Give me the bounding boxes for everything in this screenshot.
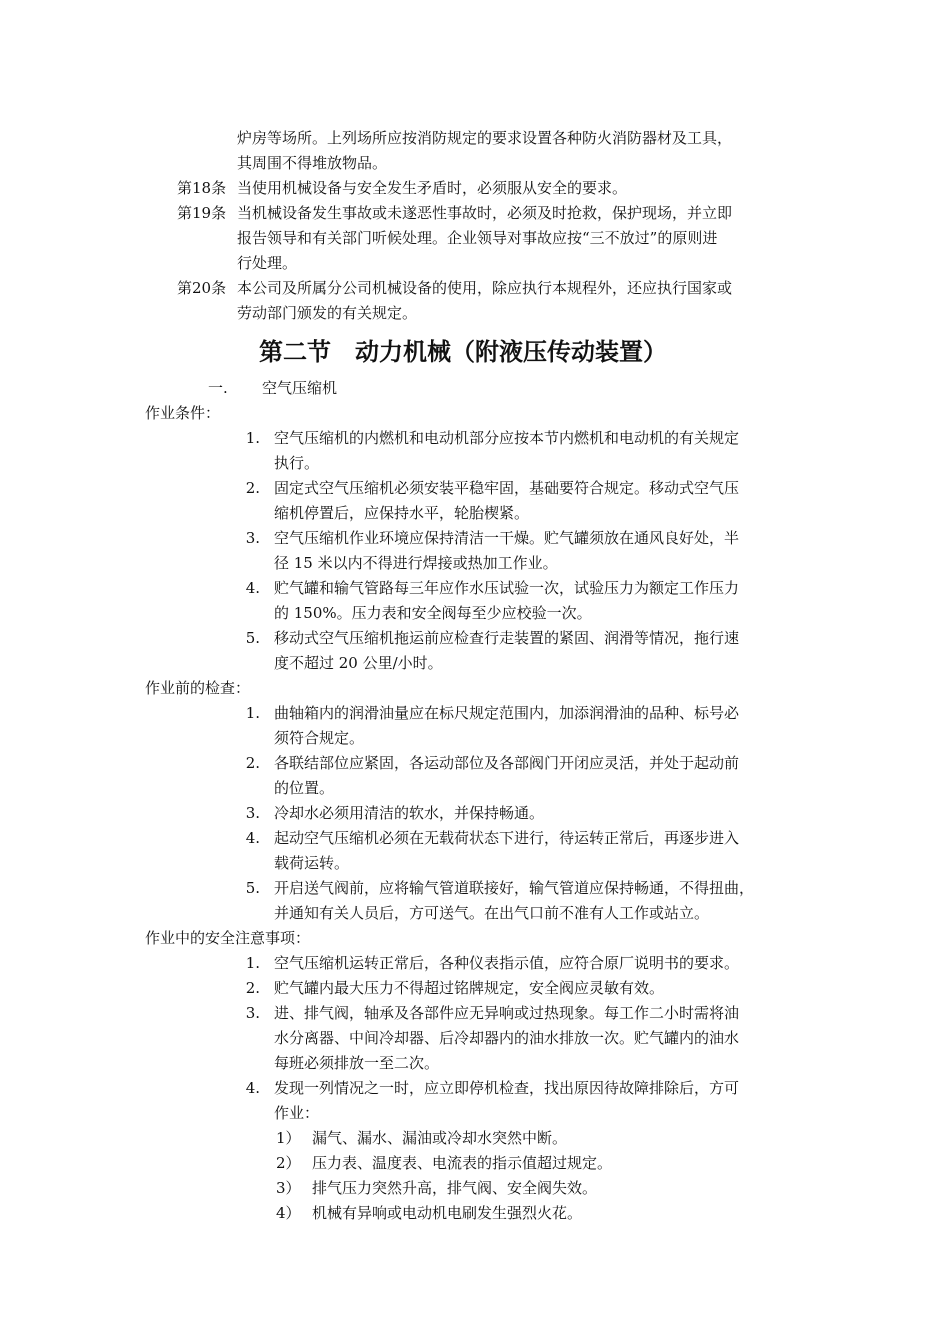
item-number: 5. bbox=[245, 879, 260, 897]
article-text: 当机械设备发生事故或未遂恶性事故时，必须及时抢救，保护现场，并立即 bbox=[237, 204, 733, 222]
item-text: 缩机停置后，应保持水平，轮胎楔紧。 bbox=[274, 504, 530, 522]
item-number: 1. bbox=[245, 704, 260, 722]
item-text: 每班必须排放一至二次。 bbox=[274, 1054, 440, 1072]
item-text: 空气压缩机作业环境应保持清洁一干燥。贮气罐须放在通风良好处，半 bbox=[274, 529, 740, 547]
group-heading: 作业条件： bbox=[145, 404, 221, 422]
article-text: 劳动部门颁发的有关规定。 bbox=[237, 304, 418, 322]
article-label: 第18条 bbox=[177, 179, 227, 197]
section-title: 第二节 动力机械（附液压传动装置） bbox=[259, 338, 667, 366]
item-text: 开启送气阀前，应将输气管道联接好，输气管道应保持畅通，不得扭曲， bbox=[274, 879, 755, 897]
item-number: 2. bbox=[245, 754, 260, 772]
item-number: 2. bbox=[245, 979, 260, 997]
subsection-number: 一. bbox=[208, 379, 228, 397]
item-text: 空气压缩机运转正常后，各种仪表指示值，应符合原厂说明书的要求。 bbox=[274, 954, 740, 972]
subitem-number: 2） bbox=[276, 1154, 301, 1172]
subitem-text: 排气压力突然升高，排气阀、安全阀失效。 bbox=[312, 1179, 598, 1197]
item-text: 贮气罐和输气管路每三年应作水压试验一次，试验压力为额定工作压力 bbox=[274, 579, 740, 597]
item-number: 2. bbox=[245, 479, 260, 497]
intro-line: 其周围不得堆放物品。 bbox=[237, 154, 388, 172]
item-text: 作业： bbox=[274, 1104, 320, 1122]
item-text: 径 15 米以内不得进行焊接或热加工作业。 bbox=[274, 554, 558, 572]
item-text: 空气压缩机的内燃机和电动机部分应按本节内燃机和电动机的有关规定 bbox=[274, 429, 740, 447]
item-text: 的 150%。压力表和安全阀每至少应校验一次。 bbox=[274, 604, 592, 622]
item-text: 曲轴箱内的润滑油量应在标尺规定范围内，加添润滑油的品种、标号必 bbox=[274, 704, 740, 722]
item-text: 冷却水必须用清洁的软水，并保持畅通。 bbox=[274, 804, 545, 822]
item-number: 3. bbox=[245, 804, 260, 822]
item-text: 各联结部位应紧固，各运动部位及各部阀门开闭应灵活，并处于起动前 bbox=[274, 754, 740, 772]
subitem-text: 机械有异响或电动机电刷发生强烈火花。 bbox=[312, 1204, 583, 1222]
group-heading: 作业中的安全注意事项： bbox=[145, 929, 311, 947]
item-text: 执行。 bbox=[274, 454, 320, 472]
subitem-text: 压力表、温度表、电流表的指示值超过规定。 bbox=[312, 1154, 613, 1172]
article-text: 当使用机械设备与安全发生矛盾时，必须服从安全的要求。 bbox=[237, 179, 628, 197]
item-text: 的位置。 bbox=[274, 779, 335, 797]
item-number: 4. bbox=[245, 1079, 260, 1097]
item-number: 1. bbox=[245, 954, 260, 972]
item-text: 水分离器、中间冷却器、后冷却器内的油水排放一次。贮气罐内的油水 bbox=[274, 1029, 740, 1047]
item-number: 1. bbox=[245, 429, 260, 447]
item-number: 3. bbox=[245, 529, 260, 547]
article-label: 第19条 bbox=[177, 204, 227, 222]
subitem-number: 1） bbox=[276, 1129, 301, 1147]
item-number: 4. bbox=[245, 579, 260, 597]
item-text: 进、排气阀，轴承及各部件应无异响或过热现象。每工作二小时需将油 bbox=[274, 1004, 740, 1022]
item-text: 发现一列情况之一时，应立即停机检查，找出原因待故障排除后，方可 bbox=[274, 1079, 740, 1097]
article-label: 第20条 bbox=[177, 279, 227, 297]
item-text: 移动式空气压缩机拖运前应检查行走装置的紧固、润滑等情况，拖行速 bbox=[274, 629, 740, 647]
subitem-number: 3） bbox=[276, 1179, 301, 1197]
item-text: 贮气罐内最大压力不得超过铭牌规定，安全阀应灵敏有效。 bbox=[274, 979, 665, 997]
subitem-text: 漏气、漏水、漏油或冷却水突然中断。 bbox=[312, 1129, 568, 1147]
article-text: 报告领导和有关部门听候处理。企业领导对事故应按“三不放过”的原则进 bbox=[237, 229, 718, 247]
item-text: 载荷运转。 bbox=[274, 854, 350, 872]
article-text: 本公司及所属分公司机械设备的使用，除应执行本规程外，还应执行国家或 bbox=[237, 279, 733, 297]
item-text: 度不超过 20 公里/小时。 bbox=[274, 654, 443, 672]
item-text: 起动空气压缩机必须在无载荷状态下进行，待运转正常后，再逐步进入 bbox=[274, 829, 740, 847]
subitem-number: 4） bbox=[276, 1204, 301, 1222]
intro-line: 炉房等场所。上列场所应按消防规定的要求设置各种防火消防器材及工具， bbox=[237, 129, 733, 147]
item-number: 3. bbox=[245, 1004, 260, 1022]
article-text: 行处理。 bbox=[237, 254, 298, 272]
subsection-title: 空气压缩机 bbox=[262, 379, 338, 397]
group-heading: 作业前的检查： bbox=[145, 679, 251, 697]
item-text: 并通知有关人员后，方可送气。在出气口前不准有人工作或站立。 bbox=[274, 904, 710, 922]
item-text: 固定式空气压缩机必须安装平稳牢固，基础要符合规定。移动式空气压 bbox=[274, 479, 740, 497]
item-number: 4. bbox=[245, 829, 260, 847]
item-text: 须符合规定。 bbox=[274, 729, 365, 747]
item-number: 5. bbox=[245, 629, 260, 647]
